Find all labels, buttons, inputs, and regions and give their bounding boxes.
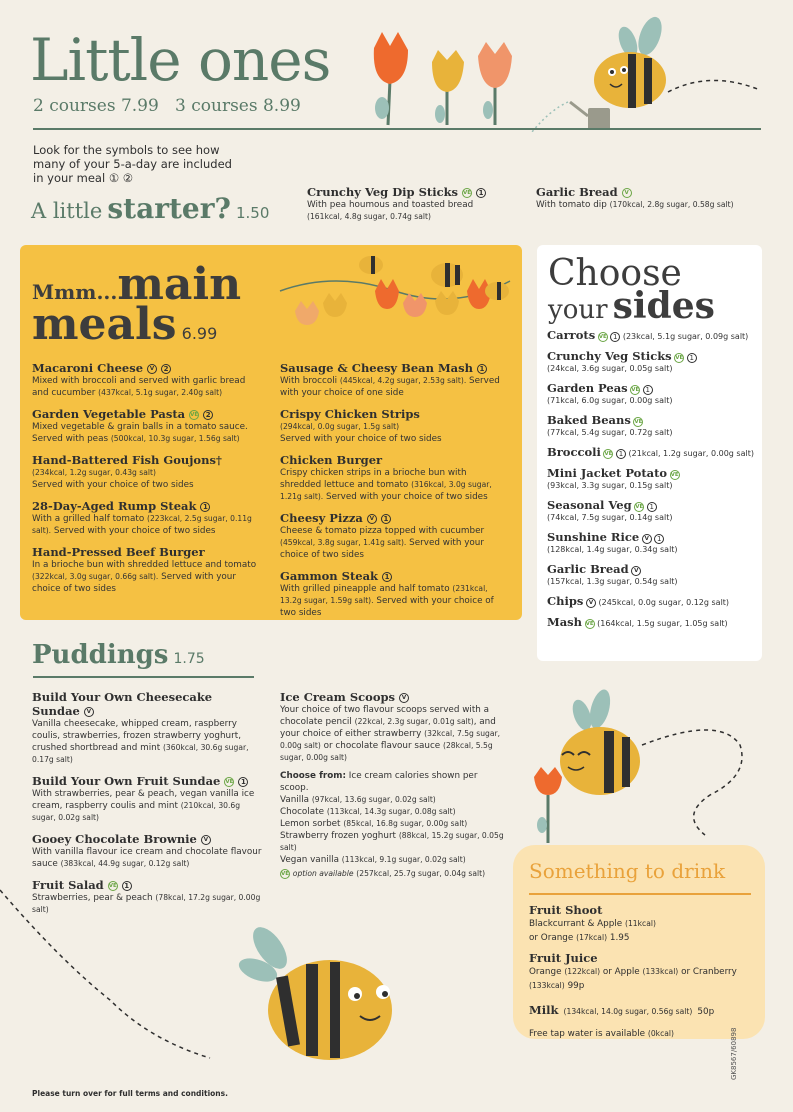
side-item-name: Broccoli <box>547 445 601 459</box>
sides-heading-choose: Choose <box>548 253 682 294</box>
main-item-name: 28-Day-Aged Rump Steak <box>32 499 197 513</box>
starter-item-desc: With pea houmous and toasted bread <box>307 200 474 210</box>
mains-heading-small: Mmm... <box>32 280 118 304</box>
portion-one-icon: 1 <box>122 881 132 891</box>
bee-bottom-illustration <box>0 880 420 1080</box>
flower-icon <box>534 767 562 843</box>
drinks-list <box>529 903 754 1041</box>
side-item-name: Garlic Bread <box>547 562 629 576</box>
flavour-item <box>280 806 505 818</box>
portion-one-icon: 1 <box>610 332 620 342</box>
starter-item-nutrition: (170kcal, 2.8g sugar, 0.58g salt) <box>609 200 734 209</box>
vegetarian-icon: V <box>631 566 641 576</box>
option-nutrition: (257kcal, 25.7g sugar, 0.04g salt) <box>356 869 486 878</box>
flower-yellow-icon <box>432 50 464 125</box>
vegetarian-icon: V <box>367 514 377 524</box>
intro-line-2: many of your 5-a-day are included <box>33 157 232 171</box>
flavour-item <box>280 854 505 866</box>
ice-cream-name: Ice Cream Scoops <box>280 690 396 704</box>
side-item-name: Seasonal Veg <box>547 498 632 512</box>
side-item-nutrition: (164kcal, 1.5g sugar, 1.05g salt) <box>597 619 728 628</box>
portion-one-icon: 1 <box>477 364 487 374</box>
intro-text <box>33 143 273 185</box>
ice-cream-nutrition-3: (28kcal, 5.5g sugar, 0.00g salt) <box>280 741 493 762</box>
main-item-name: Crispy Chicken Strips <box>280 407 420 421</box>
bee-icon <box>236 921 392 1060</box>
vegetarian-icon: V <box>642 534 652 544</box>
main-item-nutrition: (294kcal, 0.0g sugar, 1.5g salt) <box>280 422 400 431</box>
drink-nutrition: (11kcal) <box>625 919 656 928</box>
main-meals-panel <box>20 245 522 620</box>
header-rule <box>33 128 761 130</box>
page-title: Little ones <box>30 26 331 94</box>
portion-one-icon: 1 <box>654 534 664 544</box>
starter-item-name: Crunchy Veg Dip Sticks <box>307 185 459 199</box>
vegetarian-icon: V <box>147 364 157 374</box>
flavour-name: Vegan vanilla <box>280 855 339 865</box>
main-item <box>32 361 257 399</box>
side-item-nutrition: (157kcal, 1.3g sugar, 0.54g salt) <box>547 577 678 586</box>
pudding-item-desc: With strawberries, pear & peach, vegan vanilla ice cream, raspberry coulis and mint <box>32 789 255 811</box>
side-item-nutrition: (21kcal, 1.2g sugar, 0.00g salt) <box>628 449 754 458</box>
main-item-desc: Crispy chicken strips in a brioche bun with shredded lettuce and tomato <box>280 468 467 490</box>
side-item-name: Baked Beans <box>547 413 631 427</box>
main-item-nutrition: (231kcal, 13.2g sugar, 1.59g salt). <box>280 584 488 605</box>
main-item-nutrition: (437kcal, 5.1g sugar, 2.40g salt) <box>98 388 223 397</box>
main-item <box>280 569 510 619</box>
main-item-sides: Served with your choice of two sides <box>280 538 484 560</box>
side-item <box>547 415 759 438</box>
drink-name: Milk <box>529 1003 559 1017</box>
drink-price: 1.95 <box>609 933 630 943</box>
side-item-nutrition: (71kcal, 6.0g sugar, 0.00g salt) <box>547 396 673 405</box>
ice-cream-nutrition-1: (22kcal, 2.3g sugar, 0.01g salt) <box>354 717 474 726</box>
main-item-desc: Mixed with broccoli and served with garlic bread and cucumber <box>32 376 246 398</box>
side-item <box>547 617 759 629</box>
side-item-nutrition: (77kcal, 5.4g sugar, 0.72g salt) <box>547 428 673 437</box>
portion-two-icon: 2 <box>161 364 171 374</box>
side-item <box>547 330 759 342</box>
side-item-name: Chips <box>547 594 584 608</box>
main-item-name: Macaroni Cheese <box>32 361 144 375</box>
side-item-nutrition: (245kcal, 0.0g sugar, 0.12g salt) <box>598 598 730 607</box>
side-item-name: Mini Jacket Potato <box>547 466 668 480</box>
flavour-item <box>280 830 505 854</box>
ice-cream-desc-1: Your choice of two flavour scoops served with a chocolate pencil <box>280 705 490 727</box>
intro-line-3: in your meal <box>33 171 106 185</box>
main-item-desc: In a brioche bun with shredded lettuce and tomato <box>32 560 257 570</box>
puddings-heading <box>32 640 205 670</box>
course-prices: 2 courses 7.99 3 courses 8.99 <box>33 96 301 116</box>
main-item <box>280 407 510 445</box>
main-item-nutrition: (445kcal, 4.2g sugar, 2.53g salt). <box>339 376 467 385</box>
drink-nutrition: (133kcal) <box>529 981 565 990</box>
main-item-sides: Served with your choice of two sides <box>326 492 488 502</box>
main-item <box>32 499 257 537</box>
main-item-sides: Served with your choice of two sides <box>280 434 442 444</box>
drink-price: 99p <box>567 981 585 991</box>
main-item-sides: Served with your choice of two sides <box>32 480 194 490</box>
puddings-price: 1.75 <box>173 651 205 667</box>
main-item-name: Sausage & Cheesy Bean Mash <box>280 361 473 375</box>
main-item-desc: With grilled pineapple and half tomato <box>280 584 450 594</box>
vegetarian-icon: V <box>586 598 596 608</box>
puddings-rule <box>33 676 254 678</box>
drink-nutrition: (122kcal) <box>564 967 601 976</box>
flavour-name: Lemon sorbet <box>280 819 341 829</box>
flavour-nutrition: (113kcal, 9.1g sugar, 0.02g salt) <box>341 855 466 864</box>
side-item-nutrition: (23kcal, 5.1g sugar, 0.09g salt) <box>622 332 749 341</box>
starter-heading <box>31 192 269 225</box>
starter-item-desc: With tomato dip <box>536 200 607 210</box>
portion-one-icon: 1 <box>476 188 486 198</box>
side-item <box>547 447 759 459</box>
main-item <box>32 407 257 445</box>
flower-peach-icon <box>478 42 512 125</box>
bee-icon <box>485 282 509 300</box>
starter-item <box>536 185 766 211</box>
starter-heading-big: starter? <box>107 192 231 225</box>
starter-price: 1.50 <box>235 204 270 222</box>
drink-nutrition: (17kcal) <box>576 933 608 942</box>
mains-heading-main: main <box>117 259 242 310</box>
ice-cream-desc <box>280 704 505 764</box>
drink-item <box>529 903 754 945</box>
choose-from-label: Choose from: <box>280 771 346 781</box>
puddings-title: Puddings <box>32 640 169 670</box>
pudding-item-desc: Vanilla cheesecake, whipped cream, raspberry coulis, strawberries, frozen strawberry yoghurt, crushed shortbread and mint <box>32 719 241 753</box>
pudding-item-desc: With vanilla flavour ice cream and chocolate flavour sauce <box>32 847 262 869</box>
mains-price: 6.99 <box>181 324 218 343</box>
main-item <box>280 453 510 503</box>
pudding-item <box>32 690 262 766</box>
flavour-nutrition: (113kcal, 14.3g sugar, 0.08g salt) <box>326 807 456 816</box>
vegetarian-icon: V <box>622 188 632 198</box>
pudding-item-name: Build Your Own Cheesecake Sundae <box>32 690 213 718</box>
vegan-icon: VE <box>281 870 290 877</box>
flower-garland-illustration <box>275 251 515 351</box>
pudding-item <box>32 832 262 870</box>
main-item <box>280 511 510 561</box>
main-item-name: Cheesy Pizza <box>280 511 363 525</box>
vegan-icon: VE <box>225 779 234 785</box>
drink-nutrition: (134kcal, 14.0g sugar, 0.56g salt) <box>563 1007 693 1016</box>
bee-icon <box>431 263 463 287</box>
mains-heading-meals: meals <box>32 299 177 350</box>
main-item-name: Hand-Pressed Beef Burger <box>32 545 205 559</box>
drink-option: Blackcurrant & Apple <box>529 919 623 929</box>
side-item <box>547 500 759 523</box>
pudding-item-nutrition: (78kcal, 17.2g sugar, 0.00g salt) <box>32 893 261 914</box>
main-item-nutrition: (223kcal, 2.5g sugar, 0.11g salt). <box>32 514 252 535</box>
drinks-heading: Something to drink <box>529 859 726 883</box>
flavour-item <box>280 794 505 806</box>
drink-name: Fruit Shoot <box>529 903 603 917</box>
starter-item <box>307 185 507 223</box>
side-item-nutrition: (128kcal, 1.4g sugar, 0.34g salt) <box>547 545 678 554</box>
pudding-item-nutrition: (360kcal, 30.6g sugar, 0.17g salt) <box>32 743 249 764</box>
drink-option: or Cranberry <box>678 967 737 977</box>
vegan-icon: VE <box>604 450 613 457</box>
side-item-name: Mash <box>547 615 583 629</box>
vegan-icon: VE <box>670 471 679 478</box>
pudding-item-name: Build Your Own Fruit Sundae <box>32 774 221 788</box>
side-item-nutrition: (74kcal, 7.5g sugar, 0.14g salt) <box>547 513 673 522</box>
sides-list <box>547 330 759 638</box>
main-item-sides: Served with your choice of two sides <box>53 526 216 536</box>
pudding-item-name: Fruit Salad <box>32 878 104 892</box>
side-item-nutrition: (24kcal, 3.6g sugar, 0.05g salt) <box>547 364 673 373</box>
ice-cream-nutrition-2: (32kcal, 7.5g sugar, 0.00g salt) <box>280 729 501 750</box>
main-item <box>32 545 257 595</box>
vegan-icon: VE <box>631 386 640 393</box>
flavour-nutrition: (88kcal, 15.2g sugar, 0.05g salt) <box>280 831 504 852</box>
main-item-desc: With a grilled half tomato <box>32 514 145 524</box>
drink-item <box>529 951 754 993</box>
side-item <box>547 532 759 555</box>
drink-nutrition: (133kcal) <box>642 967 679 976</box>
main-item-name: Gammon Steak <box>280 569 378 583</box>
side-item <box>547 383 759 406</box>
side-item-name: Sunshine Rice <box>547 530 640 544</box>
vegetarian-icon: V <box>201 835 211 845</box>
pudding-item-desc: Strawberries, pear & peach <box>32 893 153 903</box>
vegan-icon: VE <box>634 418 643 425</box>
portion-one-icon: 1 <box>643 385 653 395</box>
vegan-icon: VE <box>585 620 594 627</box>
flowers-bee-illustration <box>360 10 780 132</box>
main-item-desc: Mixed vegetable & grain balls in a tomato sauce. Served with peas <box>32 422 248 444</box>
ice-cream-desc-2: , and your choice of either strawberry <box>280 717 496 739</box>
flavour-nutrition: (97kcal, 13.6g sugar, 0.02g salt) <box>311 795 436 804</box>
side-item-name: Crunchy Veg Sticks <box>547 349 672 363</box>
main-item-desc: Cheese & tomato pizza topped with cucumber <box>280 526 485 536</box>
sides-heading-line2 <box>548 285 715 327</box>
flower-red-icon <box>374 32 408 125</box>
bee-icon <box>594 14 666 108</box>
vegan-icon: VE <box>463 190 472 196</box>
side-item <box>547 351 759 374</box>
main-item <box>32 453 257 491</box>
main-item-desc: With broccoli <box>280 376 338 386</box>
drink-name: Fruit Juice <box>529 951 598 965</box>
main-item-nutrition: (234kcal, 1.2g sugar, 0.43g salt) <box>32 468 156 477</box>
flavour-name: Strawberry frozen yoghurt <box>280 831 397 841</box>
choose-from-text: Ice cream calories shown per scoop. <box>280 771 478 793</box>
main-item-name: Garden Vegetable Pasta <box>32 407 186 421</box>
portion-one-icon: 1 <box>687 353 697 363</box>
drinks-panel <box>513 845 765 1039</box>
portion-two-icon: 2 <box>203 410 213 420</box>
vegan-icon: VE <box>190 412 199 418</box>
tap-water-nutrition: (0kcal) <box>647 1029 674 1038</box>
ice-cream-desc-3: or chocolate flavour sauce <box>320 741 441 751</box>
main-item-nutrition: (322kcal, 3.0g sugar, 0.66g salt). <box>32 572 159 581</box>
vegan-icon: VE <box>675 354 684 361</box>
portion-one-icon: 1 <box>381 514 391 524</box>
vegan-icon: VE <box>635 503 644 510</box>
ice-cream-section <box>280 690 505 880</box>
pudding-item-nutrition: (210kcal, 30.6g sugar, 0.02g salt) <box>32 801 241 822</box>
drink-option: or Apple <box>600 967 643 977</box>
main-item-nutrition: (500kcal, 10.3g sugar, 1.56g salt) <box>110 434 240 443</box>
tap-water-note: Free tap water is available <box>529 1029 646 1039</box>
main-item-nutrition: (316kcal, 3.0g sugar, 1.21g salt). <box>280 480 492 501</box>
flavour-name: Vanilla <box>280 795 310 805</box>
drink-price: 50p <box>697 1007 715 1017</box>
drink-option: or Orange <box>529 933 574 943</box>
vegan-icon: VE <box>108 883 117 889</box>
portion-one-icon: 1 <box>616 449 626 459</box>
pudding-item-nutrition: (383kcal, 44.9g sugar, 0.12g salt) <box>60 859 190 868</box>
starter-heading-small: A little <box>31 199 103 223</box>
option-available-label: option available <box>292 869 354 878</box>
flavour-name: Chocolate <box>280 807 325 817</box>
side-item <box>547 596 759 608</box>
side-item <box>547 564 759 587</box>
portion-symbols: ① ② <box>108 171 134 185</box>
pudding-item-name: Gooey Chocolate Brownie <box>32 832 197 846</box>
main-item-name: Hand-Battered Fish Goujons† <box>32 453 222 467</box>
portion-one-icon: 1 <box>238 777 248 787</box>
print-code: GK8567/60898 <box>730 1027 738 1080</box>
mains-right-column <box>280 361 510 627</box>
mains-heading-2 <box>32 299 217 350</box>
portion-one-icon: 1 <box>647 502 657 512</box>
pudding-item <box>32 774 262 824</box>
side-item <box>547 468 759 491</box>
vegetarian-icon: V <box>399 693 409 703</box>
sides-panel <box>537 245 762 661</box>
drink-item <box>529 999 754 1019</box>
starter-item-name: Garlic Bread <box>536 185 618 199</box>
sides-heading-sides: sides <box>612 285 715 327</box>
drinks-rule <box>529 893 751 895</box>
footer-note: Please turn over for full terms and conditions. <box>32 1089 228 1098</box>
flavour-item <box>280 818 505 830</box>
main-item-nutrition: (459kcal, 3.8g sugar, 1.41g salt). <box>280 538 407 547</box>
main-item <box>280 361 510 399</box>
side-item-name: Carrots <box>547 328 596 342</box>
main-item-sides: Served with your choice of one side <box>280 376 500 398</box>
main-item-sides: Served with your choice of two sides <box>280 596 494 618</box>
bee-icon <box>560 687 640 795</box>
main-item-sides: Served with your choice of two sides <box>32 572 236 594</box>
portion-one-icon: 1 <box>200 502 210 512</box>
bee-flower-illustration <box>520 685 785 845</box>
side-item-nutrition: (93kcal, 3.3g sugar, 0.15g salt) <box>547 481 673 490</box>
vegetarian-icon: V <box>84 707 94 717</box>
mains-left-column <box>32 361 257 603</box>
portion-one-icon: 1 <box>382 572 392 582</box>
intro-line-1: Look for the symbols to see how <box>33 143 220 157</box>
bee-icon <box>359 256 383 274</box>
main-item-name: Chicken Burger <box>280 453 383 467</box>
starter-item-nutrition: (161kcal, 4.8g sugar, 0.74g salt) <box>307 212 431 221</box>
side-item-name: Garden Peas <box>547 381 628 395</box>
flavour-nutrition: (85kcal, 16.8g sugar, 0.00g salt) <box>343 819 468 828</box>
sides-heading-your: your <box>548 295 608 325</box>
vegan-icon: VE <box>598 333 607 340</box>
drink-option: Orange <box>529 967 562 977</box>
